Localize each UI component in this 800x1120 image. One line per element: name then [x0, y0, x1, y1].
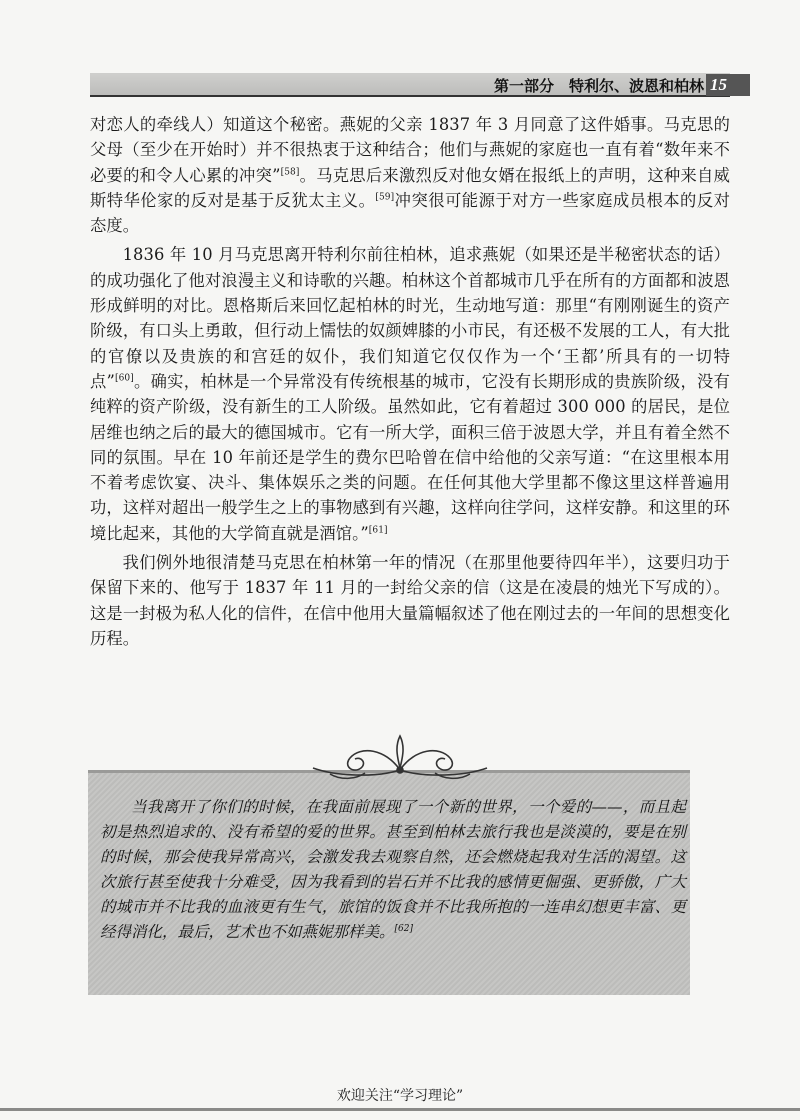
paragraph-2: 1836 年 10 月马克思离开特利尔前往柏林，追求燕妮（如果还是半秘密状态的话）的成功强化了他对浪漫主义和诗歌的兴趣。柏林这个首都城市几乎在所有的方面都和波恩形成鲜明的对比。恩格斯后来回忆起柏林的时光，生动地写道：那里“有刚刚诞生的资产阶级，有口头上勇敢，但行动上懦怯的奴颜婢膝的小市民，有还极不发展的工人，有大批的官僚以及贵族的和宫廷的奴仆，我们知道它仅仅作为一个‘王都’所具有的一切特点”[60]。确实，柏林是一个异常没有传统根基的城市，它没有长期形成的贵族阶级，没有纯粹的资产阶级，没有新生的工人阶级。虽然如此，它有着超过 300 000 的居民，是位居维也纳之后的最大的德国城市。它有一所大学，面积三倍于波恩大学，并且有着全然不同的氛围。早在 10 年前还是学生的费尔巴哈曾在信中给他的父亲写道：“在这里根本用不着考虑饮宴、决斗、集体娱乐之类的问题。在任何其他大学里都不像这里这样普遍用功，这样对超出一般学生之上的事物感到有兴趣，这样向往学问，这样安静。和这里的环境比起来，其他的大学简直就是酒馆。”[61] [90, 245, 730, 543]
quote-text: 当我离开了你们的时候，在我面前展现了一个新的世界，一个爱的——，而且起初是热烈追求的、没有希望的爱的世界。甚至到柏林去旅行我也是淡漠的，要是在别的时候，那会使我异常高兴，会激发我去观察自然，还会燃烧起我对生活的渴望。这次旅行甚至使我十分难受，因为我看到的岩石并不比我的感情更倔强、更骄傲，广大的城市并不比我的血液更有生气，旅馆的饭食并不比我所抱的一连串幻想更丰富、更经得消化，最后，艺术也不如燕妮那样美。[62] [100, 798, 686, 941]
footnote-ref-61[interactable]: [61] [368, 525, 388, 536]
footnote-ref-62[interactable]: [62] [394, 923, 413, 934]
footnote-ref-58[interactable]: [58] [280, 167, 300, 178]
body-text [90, 112, 730, 651]
page-number: 15 [706, 74, 750, 96]
footnote-ref-60[interactable]: [60] [114, 373, 134, 384]
paragraph-1: 对恋人的牵线人）知道这个秘密。燕妮的父亲 1837 年 3 月同意了这件婚事。马克思的父母（至少在开始时）并不很热衷于这种结合；他们与燕妮的家庭也一直有着“数年来不必要的和令人心累的冲突”[58]。马克思后来激烈反对他女婿在报纸上的声明，这种来自威斯特华伦家的反对是基于反犹太主义。[59]冲突很可能源于对方一些家庭成员根本的反对态度。 [90, 115, 730, 236]
footer-text: 欢迎关注“学习理论” [336, 1088, 464, 1104]
page-bottom-edge [0, 1108, 800, 1111]
flourish-ornament-icon [305, 728, 495, 783]
footnote-ref-59[interactable]: [59] [375, 192, 395, 203]
running-header: 第一部分 特利尔、波恩和柏林 [493, 77, 704, 95]
paragraph-3: 我们例外地很清楚马克思在柏林第一年的情况（在那里他要待四年半），这要归功于保留下来的、他写于 1837 年 11 月的一封给父亲的信（这是在凌晨的烛光下写成的）。这是一封极为私人化的信件，在信中他用大量篇幅叙述了他在刚过去的一年间的思想变化历程。 [90, 553, 730, 648]
